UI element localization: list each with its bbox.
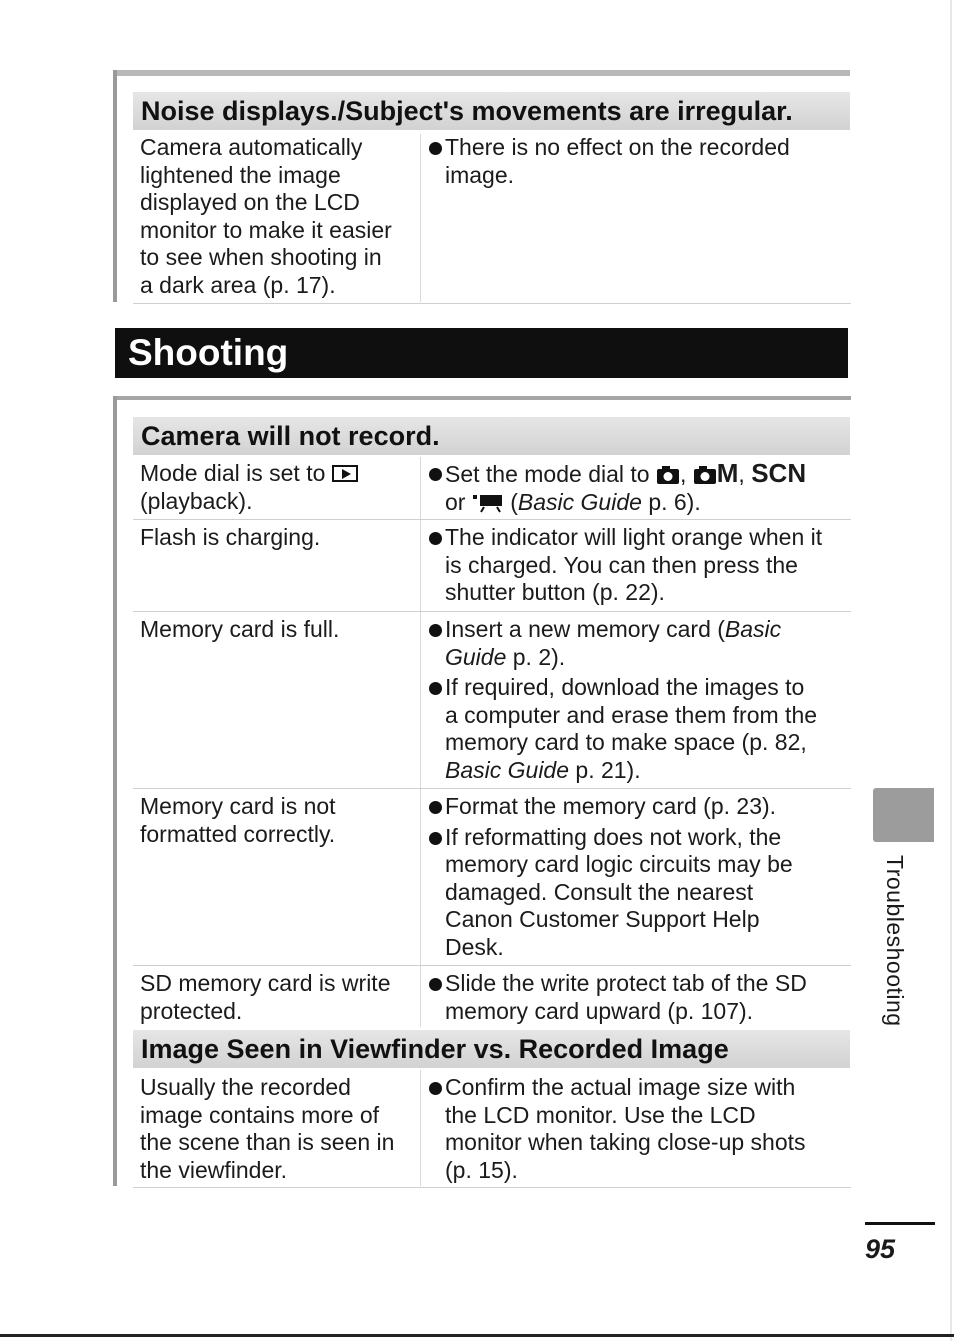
viewfinder-problem bbox=[140, 1074, 415, 1184]
text-line: monitor to make it easier bbox=[140, 216, 392, 243]
row1-solution bbox=[428, 460, 848, 516]
side-tab-label: Troubleshooting bbox=[882, 855, 908, 1027]
playback-icon bbox=[332, 465, 358, 482]
row-divider bbox=[133, 788, 851, 789]
page-number-rule bbox=[865, 1222, 935, 1225]
text-line: Desk. bbox=[445, 933, 504, 960]
guide-ref: Guide bbox=[445, 643, 507, 670]
text-line: damaged. Consult the nearest bbox=[445, 878, 754, 905]
text-line: to see when shooting in bbox=[140, 244, 382, 270]
guide-ref: Basic Guide bbox=[517, 488, 642, 515]
text-line: Canon Customer Support Help bbox=[445, 906, 760, 932]
text-line: Confirm the actual image size with bbox=[445, 1074, 796, 1100]
bullet-item bbox=[428, 970, 848, 1025]
row5-solution bbox=[428, 970, 848, 1025]
column-divider bbox=[420, 457, 421, 1027]
page-number: 95 bbox=[865, 1234, 896, 1264]
separator: , bbox=[738, 461, 745, 487]
text-line: monitor when taking close-up shots bbox=[445, 1129, 806, 1155]
text-line: (playback). bbox=[140, 487, 253, 514]
bullet-item bbox=[428, 1074, 848, 1184]
viewfinder-solution bbox=[428, 1074, 848, 1184]
row1-problem bbox=[140, 460, 415, 515]
bullet-item bbox=[428, 793, 848, 821]
text-line: If reformatting does not work, the bbox=[445, 823, 782, 850]
section-left-bar bbox=[113, 396, 117, 1186]
row-divider bbox=[133, 965, 851, 966]
text-line: There is no effect on the recorded bbox=[445, 134, 790, 160]
page-ref: p. 2). bbox=[512, 643, 566, 670]
bullet-item: Set the mode dial to , M, SCN or (Basic Guide p. 6). bbox=[428, 460, 848, 516]
column-divider bbox=[420, 1070, 421, 1186]
camera-auto-icon bbox=[656, 465, 680, 485]
noise-section-heading: Noise displays./Subject's movements are irregular. bbox=[133, 92, 850, 130]
text-line: formatted correctly. bbox=[140, 820, 336, 847]
text-line: a dark area (p. 17). bbox=[140, 271, 336, 298]
row4-solution bbox=[428, 793, 848, 961]
text-line: or bbox=[445, 488, 466, 515]
text-line: If required, download the images to bbox=[445, 674, 805, 700]
text-line: Slide the write protect tab of the SD bbox=[445, 970, 807, 996]
row-divider bbox=[133, 1187, 851, 1188]
bullet-item bbox=[428, 524, 848, 607]
text-line: Insert a new memory card ( bbox=[445, 616, 725, 642]
bottom-rule bbox=[0, 1334, 954, 1337]
guide-ref: Basic Guide bbox=[445, 756, 570, 783]
text-line: image contains more of bbox=[140, 1101, 380, 1128]
row3-solution bbox=[428, 616, 848, 784]
row-divider bbox=[133, 303, 851, 304]
text-line: Format the memory card (p. 23). bbox=[445, 793, 777, 819]
text-line: Memory card is not bbox=[140, 793, 336, 819]
text-line: Usually the recorded bbox=[140, 1074, 351, 1100]
row3-problem: Memory card is full. bbox=[140, 616, 340, 642]
page-ref: p. 6). bbox=[648, 488, 701, 515]
text-line: memory card logic circuits may be bbox=[445, 851, 793, 877]
text-line: Set the mode dial to bbox=[445, 461, 650, 487]
text-line: the viewfinder. bbox=[140, 1156, 288, 1183]
text-line: memory card to make space (p. 82, bbox=[445, 729, 807, 755]
text-line: SD memory card is write bbox=[140, 970, 391, 996]
side-tab-marker bbox=[873, 788, 934, 842]
text-line: (p. 15). bbox=[445, 1156, 518, 1183]
section-left-bar bbox=[113, 70, 117, 302]
text-line: lightened the image bbox=[140, 161, 341, 188]
text-line: The indicator will light orange when it bbox=[445, 524, 823, 550]
viewfinder-section-heading: Image Seen in Viewfinder vs. Recorded Image bbox=[133, 1030, 850, 1068]
text-line: displayed on the LCD bbox=[140, 189, 360, 215]
row-divider bbox=[133, 611, 851, 612]
noise-solution bbox=[428, 134, 848, 189]
text-line: the LCD monitor. Use the LCD bbox=[445, 1101, 756, 1128]
bullet-item bbox=[428, 616, 848, 671]
mode-scn-label: SCN bbox=[751, 458, 807, 488]
camera-section-heading: Camera will not record. bbox=[133, 417, 850, 455]
page-edge bbox=[950, 0, 952, 1341]
movie-mode-icon bbox=[472, 493, 504, 513]
section-rule bbox=[115, 396, 851, 400]
text-line: Mode dial is set to bbox=[140, 460, 326, 486]
row4-problem bbox=[140, 793, 415, 848]
text-line: shutter button (p. 22). bbox=[445, 579, 665, 605]
column-divider bbox=[420, 134, 421, 302]
bullet-item bbox=[428, 674, 848, 784]
text-line: image. bbox=[445, 161, 515, 188]
page-ref: p. 21). bbox=[575, 756, 641, 783]
guide-ref: Basic bbox=[724, 616, 782, 642]
separator: , bbox=[679, 461, 687, 487]
camera-manual-icon bbox=[693, 465, 717, 485]
text-line: the scene than is seen in bbox=[140, 1129, 395, 1155]
text-line: is charged. You can then press the bbox=[445, 551, 798, 578]
text-line: protected. bbox=[140, 997, 243, 1024]
noise-problem bbox=[140, 134, 415, 299]
row-divider bbox=[133, 519, 851, 520]
top-rule bbox=[115, 70, 850, 76]
row5-problem bbox=[140, 970, 415, 1025]
text-line: Camera automatically bbox=[140, 134, 363, 160]
shooting-band: Shooting bbox=[115, 328, 848, 378]
bullet-item bbox=[428, 824, 848, 962]
bullet-item bbox=[428, 134, 848, 189]
text-line: a computer and erase them from the bbox=[445, 701, 818, 728]
mode-m-label: M bbox=[716, 458, 739, 488]
row2-solution bbox=[428, 524, 848, 607]
text-line: memory card upward (p. 107). bbox=[445, 997, 754, 1024]
row2-problem: Flash is charging. bbox=[140, 524, 321, 550]
